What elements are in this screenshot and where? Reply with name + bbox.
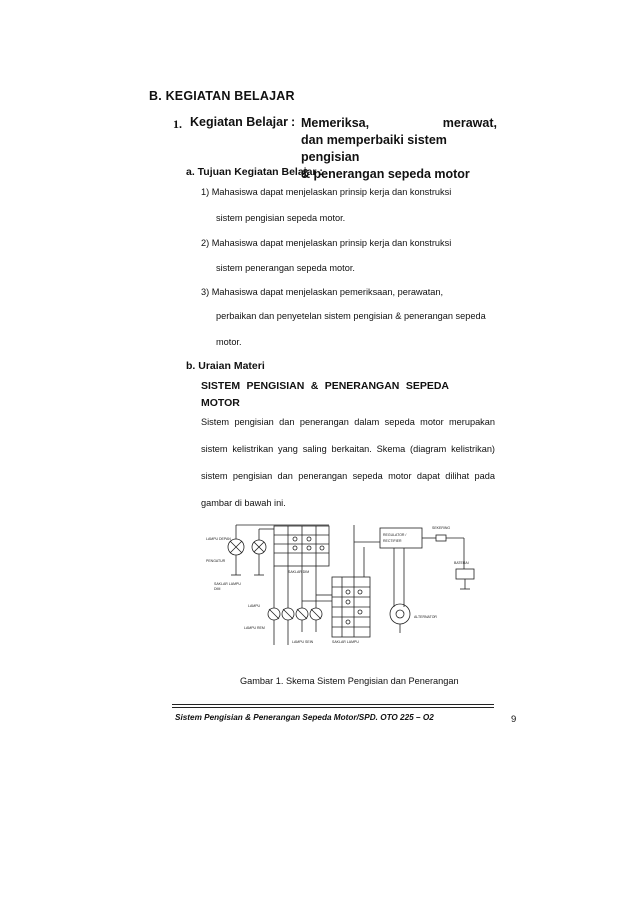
tujuan-item-2-line2: sistem penerangan sepeda motor.: [216, 263, 355, 273]
battery-symbol: [456, 569, 474, 579]
tujuan-item-3-line1: 3) Mahasiswa dapat menjelaskan pemeriksaan, perawatan,: [201, 287, 444, 297]
uraian-paragraph: Sistem pengisian dan penerangan dalam sepeda motor merupakan sistem kelistrikan yang saling berkaitan. Skema (diagram kelistrikan) sistem pengisian dan penerangan sepeda motor dapat dilihat pada gambar di bawah ini.: [201, 417, 495, 508]
activity-title-word: Memeriksa,: [301, 116, 370, 130]
section-title: B. KEGIATAN BELAJAR: [149, 89, 295, 103]
svg-text:LAMPU: LAMPU: [248, 604, 261, 608]
activity-title-line3: & penerangan sepeda motor: [301, 167, 470, 181]
tujuan-item-1-line2: sistem pengisian sepeda motor.: [216, 213, 346, 223]
uraian-heading: b. Uraian Materi: [186, 360, 265, 372]
activity-colon: :: [291, 115, 296, 129]
footer-text: Sistem Pengisian & Penerangan Sepeda Motor/SPD. OTO 225 – O2: [175, 713, 434, 722]
svg-text:SAKLAR DIM: SAKLAR DIM: [288, 570, 310, 574]
tujuan-item-2-line1: 2) Mahasiswa dapat menjelaskan prinsip kerja dan konstruksi: [201, 238, 452, 248]
svg-text:BATERAI: BATERAI: [454, 561, 469, 565]
svg-text:SEKERING: SEKERING: [432, 526, 451, 530]
tujuan-heading: a. Tujuan Kegiatan Belajar :: [186, 166, 323, 178]
svg-text:LAMPU DEPAN: LAMPU DEPAN: [206, 537, 231, 541]
tujuan-item-3-line3: motor.: [216, 337, 242, 347]
activity-title-line1: [301, 115, 497, 132]
svg-text:RECTIFIER: RECTIFIER: [383, 539, 402, 543]
activity-title-word: merawat,: [442, 116, 497, 130]
svg-text:LAMPU SEIN: LAMPU SEIN: [292, 640, 314, 644]
alternator-symbol: [390, 604, 410, 624]
svg-text:DIM: DIM: [214, 587, 221, 591]
svg-text:LAMPU REM: LAMPU REM: [244, 626, 265, 630]
svg-text:ALTERNATOR: ALTERNATOR: [414, 615, 437, 619]
svg-text:PENGATUR: PENGATUR: [206, 559, 226, 563]
tujuan-item-1-line1: 1) Mahasiswa dapat menjelaskan prinsip kerja dan konstruksi: [201, 187, 452, 197]
uraian-subheading-line2: MOTOR: [201, 397, 240, 409]
activity-title: [301, 115, 497, 183]
page-number: 9: [511, 714, 517, 725]
tujuan-item-3-line2: perbaikan dan penyetelan sistem pengisian & penerangan sepeda: [216, 311, 486, 321]
activity-title-line2: dan memperbaiki sistem pengisian: [301, 133, 447, 164]
svg-text:SAKLAR LAMPU: SAKLAR LAMPU: [214, 582, 241, 586]
activity-number: 1.: [173, 117, 182, 131]
activity-label: Kegiatan Belajar: [190, 115, 288, 129]
uraian-subheading-line1: SISTEM PENGISIAN & PENERANGAN SEPEDA: [201, 380, 449, 392]
footer-rule-bottom: [172, 707, 494, 708]
figure-caption: Gambar 1. Skema Sistem Pengisian dan Penerangan: [240, 676, 459, 686]
svg-text:SAKLAR LAMPU: SAKLAR LAMPU: [332, 640, 359, 644]
regulator-box: [380, 528, 422, 548]
footer-rule-top: [172, 704, 494, 705]
svg-text:REGULATOR /: REGULATOR /: [383, 533, 407, 537]
wiring-diagram: [204, 517, 496, 652]
